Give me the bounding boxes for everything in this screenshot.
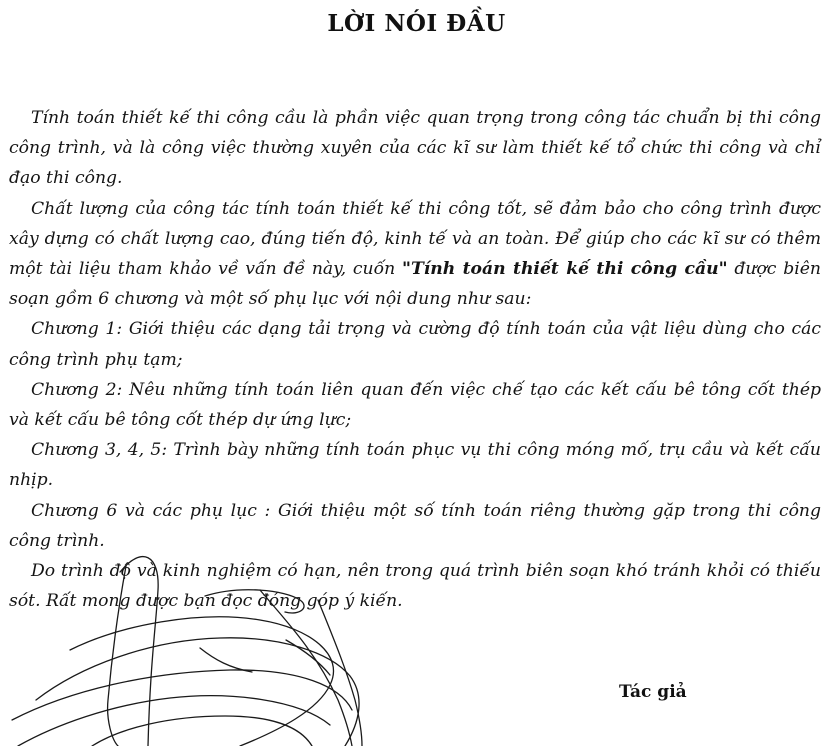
paragraph-purpose-text-end: được biên soạn gồm 6 chương và một số phụ lục với nội dung như sau: <box>9 259 821 310</box>
paragraph-chapters-3-5: Chương 3, 4, 5: Trình bày những tính toán phục vụ thi công móng mố, trụ cầu và kết cấu nhịp. <box>9 440 821 491</box>
paragraph-chapter-6: Chương 6 và các phụ lục : Giới thiệu một số tính toán riêng thường gặp trong thi công công trình. <box>9 500 821 551</box>
paragraph-closing: Do trình độ và kinh nghiệm có hạn, nên trong quá trình biên soạn khó tránh khỏi có thiếu sót. Rất mong được bạn đọc đóng góp ý kiến. <box>9 561 821 612</box>
paragraph-chapter-1: Chương 1: Giới thiệu các dạng tải trọng và cường độ tính toán của vật liệu dùng cho các công trình phụ tạm; <box>9 319 821 370</box>
author-signature: Tác giả <box>619 682 687 702</box>
paragraph-chapter-2: Chương 2: Nêu những tính toán liên quan đến việc chế tạo các kết cấu bê tông cốt thép và kết cấu bê tông cốt thép dự ứng lực; <box>9 379 821 431</box>
paragraph-intro: Tính toán thiết kế thi công cầu là phần việc quan trọng trong công tác chuẩn bị thi công công trình, và là công việc thường xuyên của các kĩ sư làm thiết kế tổ chức thi công và chỉ đạo thi công. <box>9 108 821 189</box>
paragraph-purpose <box>9 194 821 315</box>
paragraph-purpose-text-start: Chất lượng của công tác tính toán thiết kế thi công tốt, sẽ đảm bảo cho công trình được xây dựng có chất lượng cao, đúng tiến độ, kinh tế và an toàn. Để giúp cho các kĩ sư có thêm một tài liệu tham khảo về vấn đề này, cuốn <box>9 198 821 280</box>
page-title: LỜI NÓI ĐẦU <box>327 10 506 37</box>
book-title: "Tính toán thiết kế thi công cầu" <box>402 259 728 280</box>
preface-body <box>9 103 821 616</box>
